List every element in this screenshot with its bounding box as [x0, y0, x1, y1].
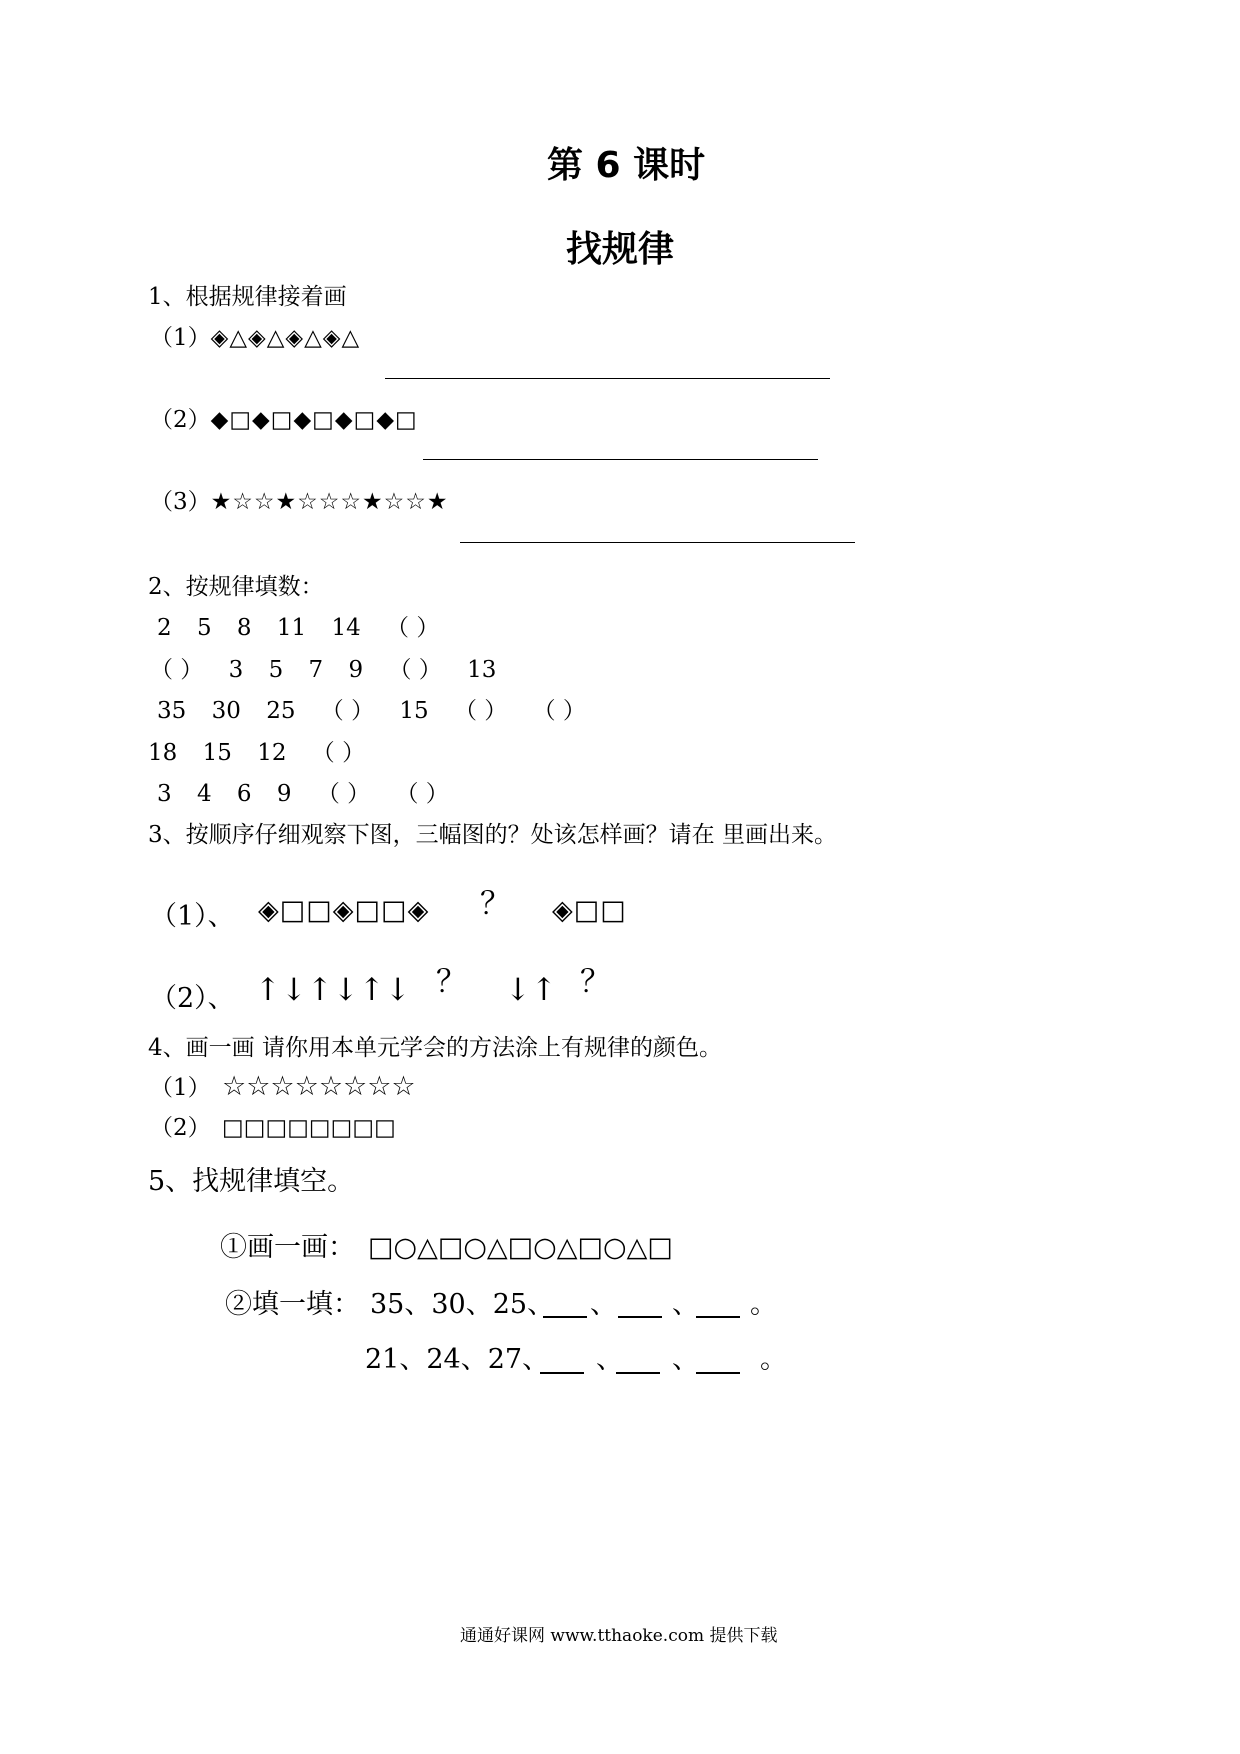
q3-item1-label: （1）、 — [150, 901, 235, 932]
q2-row4 — [148, 742, 383, 765]
q2-row1-n3: 8 — [236, 615, 252, 641]
q5-item2-sequence: 35、30、25、 — [370, 1289, 555, 1320]
q5-item2-blank-3[interactable] — [696, 1316, 740, 1318]
q4-heading: 4、画一画 请你用本单元学会的方法涂上有规律的颜色。 — [148, 1035, 722, 1061]
q5-item3-blank-2[interactable] — [616, 1372, 660, 1374]
q2-row5-n3: 6 — [236, 781, 252, 807]
q2-row4-n2: 15 — [202, 740, 232, 766]
q5-item1-pattern: □○△□○△□○△□○△□ — [368, 1232, 673, 1263]
q1-item1 — [150, 327, 360, 350]
q1-item2-pattern: ◆□◆□◆□◆□◆□ — [210, 407, 418, 433]
page-subtitle: 找规律 — [566, 229, 675, 270]
q2-row1-n5: 14 — [331, 615, 361, 641]
q3-item2-label: （2）、 — [150, 983, 235, 1014]
q5-item3-sep-2: 、 — [672, 1344, 699, 1375]
q4-item1-label: （1） — [150, 1075, 211, 1101]
q2-row3 — [157, 700, 604, 723]
q1-item3-pattern: ★☆☆★☆☆☆★☆☆★ — [210, 489, 449, 515]
q1-item1-pattern: ◈△◈△◈△◈△ — [210, 325, 361, 351]
q2-row5-n2: 4 — [196, 781, 212, 807]
q2-row2-n3: 7 — [308, 657, 324, 683]
q2-row1-n4: 11 — [276, 615, 307, 641]
q2-row5-n4: 9 — [276, 781, 292, 807]
q4-item2-label: （2） — [150, 1115, 211, 1141]
q2-row2-n4: 9 — [348, 657, 364, 683]
q2-row3-blank1[interactable]: （ ） — [320, 698, 375, 724]
q5-item3-sep-1: 、 — [596, 1344, 623, 1375]
q2-row2-n1: 3 — [228, 657, 244, 683]
q3-item2-question-mark-2[interactable]: ？ — [580, 964, 611, 1000]
page-title: 第 6 课时 — [547, 145, 706, 186]
q5-item3-end: 。 — [760, 1344, 787, 1375]
q1-heading: 1、根据规律接着画 — [148, 284, 347, 310]
page-footer: 通通好课网 www.tthaoke.com 提供下载 — [460, 1626, 778, 1646]
q2-row1 — [157, 617, 457, 640]
q5-item3-blank-1[interactable] — [540, 1372, 584, 1374]
q2-row1-n1: 2 — [157, 615, 172, 641]
q3-item2-pattern-b: ↓↑ — [505, 972, 557, 1008]
q2-row1-n2: 5 — [196, 615, 212, 641]
q5-item3-sequence: 21、24、27、 — [365, 1344, 550, 1375]
q1-item1-label: （1） — [150, 325, 211, 351]
q2-row3-n1: 35 — [157, 698, 187, 724]
q1-item1-answer-line[interactable] — [385, 378, 830, 379]
q4-item1-pattern[interactable]: ☆☆☆☆☆☆☆☆ — [222, 1071, 416, 1102]
q5-heading: 5、找规律填空。 — [148, 1166, 355, 1197]
q3-item2-pattern-a: ↑↓↑↓↑↓ — [255, 972, 411, 1008]
q1-item2 — [150, 409, 418, 432]
q1-item3 — [150, 491, 448, 514]
q2-row4-n1: 18 — [148, 740, 178, 766]
q2-row4-blank1[interactable]: （ ） — [311, 740, 366, 766]
q5-item2-blank-1[interactable] — [543, 1316, 587, 1318]
q3-item1-pattern-b: ◈□□ — [552, 895, 627, 926]
q2-row5-n1: 3 — [157, 781, 172, 807]
q2-row2-n2: 5 — [268, 657, 284, 683]
q2-heading: 2、按规律填数： — [148, 574, 324, 600]
q3-heading: 3、按顺序仔细观察下图，三幅图的？处该怎样画？请在 里画出来。 — [148, 822, 837, 848]
q3-item1-pattern-a: ◈□□◈□□◈ — [258, 895, 430, 926]
q2-row4-n3: 12 — [257, 740, 287, 766]
q2-row5-blank1[interactable]: （ ） — [316, 781, 371, 807]
q2-row3-blank2[interactable]: （ ） — [454, 698, 508, 724]
q1-item3-label: （3） — [150, 489, 211, 515]
q5-item2-sep-1: 、 — [590, 1289, 617, 1320]
q5-item1-label: ①画一画： — [220, 1232, 355, 1263]
q2-row5 — [157, 783, 467, 806]
q5-item2-end: 。 — [750, 1289, 777, 1320]
q2-row3-blank3[interactable]: （ ） — [532, 698, 586, 724]
q1-item2-label: （2） — [150, 407, 211, 433]
q2-row1-blank1[interactable]: （ ） — [386, 615, 440, 641]
q2-row2-blank2[interactable]: （ ） — [388, 657, 442, 683]
q1-item3-answer-line[interactable] — [460, 542, 855, 543]
q5-item2-label: ②填一填： — [225, 1289, 360, 1320]
q2-row2-blank1[interactable]: （ ） — [150, 657, 204, 683]
q2-row5-blank2[interactable]: （ ） — [395, 781, 449, 807]
q5-item2-sep-2: 、 — [672, 1289, 699, 1320]
q2-row3-n2: 30 — [211, 698, 241, 724]
q2-row3-n3: 25 — [266, 698, 296, 724]
q1-item2-answer-line[interactable] — [423, 459, 818, 460]
q2-row3-n4: 15 — [399, 698, 429, 724]
q5-item2-blank-2[interactable] — [618, 1316, 662, 1318]
q3-item1-question-mark[interactable]: ？ — [480, 886, 511, 922]
q4-item2-pattern[interactable]: □□□□□□□□ — [222, 1115, 396, 1141]
q5-item3-blank-3[interactable] — [696, 1372, 740, 1374]
q3-item2-question-mark-1[interactable]: ？ — [436, 964, 467, 1000]
q2-row2 — [150, 659, 514, 682]
q2-row2-n5: 13 — [467, 657, 497, 683]
